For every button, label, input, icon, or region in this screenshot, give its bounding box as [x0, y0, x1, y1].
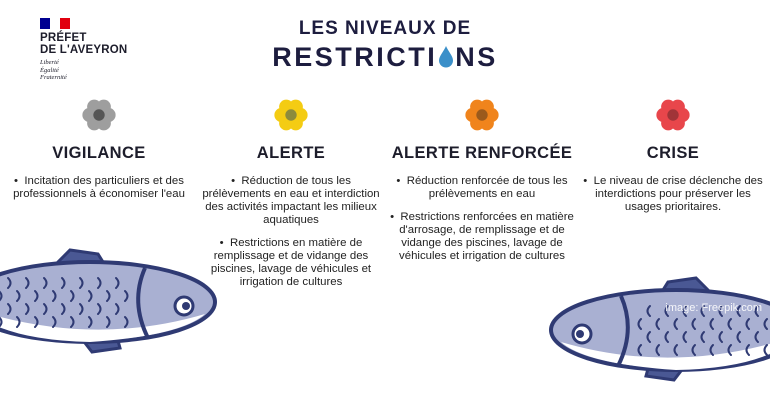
title-part-1: RESTRICTI: [272, 42, 438, 72]
level-items: [387, 175, 577, 263]
list-item: • Le niveau de crise déclenche des interdictions pour préserver les usages prioritaires.: [578, 175, 768, 214]
water-drop-icon: [438, 46, 454, 68]
motto-liberte: Liberté: [40, 59, 59, 66]
list-item: • Restrictions renforcées en matière d'arrosage, de remplissage et de vidange des piscines, lavage de véhicules et irrigation de cultures: [387, 211, 577, 263]
title-part-2: NS: [455, 42, 498, 72]
level-vigilance: [4, 96, 194, 211]
flower-icon: [654, 96, 692, 134]
fish-right-illustration: [546, 276, 770, 386]
flower-center: [667, 109, 678, 120]
flower-icon: [463, 96, 501, 134]
motto-egalite: Égalité: [40, 66, 59, 74]
list-item: • Réduction de tous les prélèvements en eau et interdiction des activités impactant les milieux aquatiques: [196, 175, 386, 227]
level-crise: [578, 96, 768, 224]
level-items: [196, 175, 386, 289]
flower-center: [93, 109, 104, 120]
logo-line-1: PRÉFET: [40, 32, 87, 44]
level-name: CRISE: [646, 144, 700, 162]
level-alerte-renforcee: [387, 96, 577, 273]
logo-line-2: DE L'AVEYRON: [40, 44, 128, 56]
list-item: • Restrictions en matière de remplissage et de vidange des piscines, lavage de véhicules et irrigation de cultures: [196, 237, 386, 289]
title-line-2: [0, 42, 770, 73]
flower-center: [476, 109, 487, 120]
list-item: • Réduction renforcée de tous les prélèvements en eau: [387, 175, 577, 201]
list-item: • Incitation des particuliers et des professionnels à économiser l'eau: [4, 175, 194, 201]
level-name: ALERTE RENFORCÉE: [391, 144, 573, 162]
level-alerte: [196, 96, 386, 299]
flower-center: [285, 109, 296, 120]
fish-left-illustration: [0, 248, 220, 358]
level-items: [4, 175, 194, 201]
level-name: ALERTE: [256, 144, 326, 162]
image-credit: image: Freepik.com: [665, 302, 762, 314]
level-items: [578, 175, 768, 214]
level-name: VIGILANCE: [52, 144, 146, 162]
flower-icon: [80, 96, 118, 134]
page-title: [0, 18, 770, 73]
title-line-1: LES NIVEAUX DE: [298, 18, 472, 39]
motto-fraternite: Fraternité: [40, 74, 67, 81]
flower-icon: [272, 96, 310, 134]
